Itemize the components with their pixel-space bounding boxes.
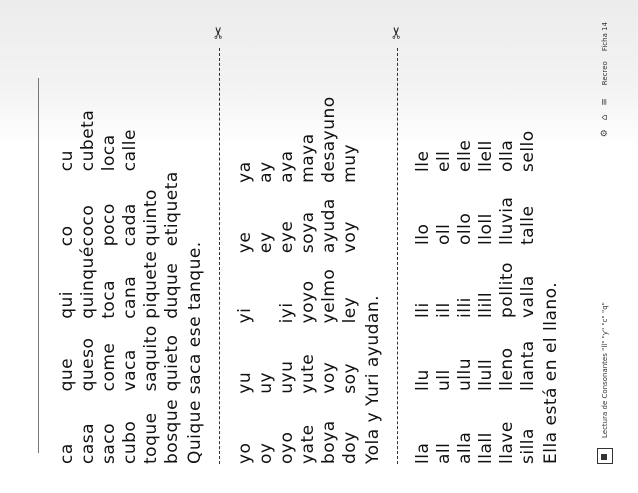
footer-icons: ⚙ ⌂ ≡ <box>600 94 610 137</box>
word: boya <box>319 419 339 464</box>
word: cana <box>120 275 140 319</box>
word: queso <box>78 337 98 391</box>
word: alla <box>455 431 475 464</box>
word <box>256 253 277 323</box>
section-y <box>235 12 407 482</box>
word: llall <box>476 431 496 464</box>
word: ullu <box>455 357 475 391</box>
word: sello <box>518 129 538 172</box>
word: llave <box>497 420 517 464</box>
word: ey <box>256 231 276 253</box>
word: piquete <box>141 250 161 319</box>
word: doy <box>340 430 360 464</box>
word: yoyo <box>298 279 318 323</box>
word: cubo <box>120 420 140 464</box>
word-grid <box>57 12 183 482</box>
word: uyu <box>277 360 297 394</box>
word-column <box>413 245 539 318</box>
word: yate <box>298 423 318 464</box>
word: quinqué <box>78 245 98 319</box>
word-column <box>235 253 361 323</box>
word: coco <box>78 204 98 246</box>
word: lleno <box>497 346 517 391</box>
word: loca <box>99 133 119 171</box>
word: uy <box>256 371 276 394</box>
word: ollo <box>455 212 475 245</box>
word: yute <box>298 353 318 394</box>
section-sentence: Quique saca ese tanque. <box>185 240 205 464</box>
word: llu <box>413 368 433 391</box>
word: illi <box>455 296 475 318</box>
word: ley <box>340 296 360 323</box>
word: yo <box>235 442 255 464</box>
page-footer <box>597 22 613 464</box>
dashed-line <box>219 48 220 464</box>
word-column <box>413 99 539 172</box>
word-column <box>57 98 183 171</box>
word: ell <box>434 150 454 172</box>
word: silla <box>518 427 538 464</box>
word-column <box>57 318 183 391</box>
footer-title: Lectura de Consonantes "ll" "y" "c" "q" <box>601 301 609 438</box>
word-column <box>413 391 539 464</box>
word: olla <box>497 139 517 172</box>
word-column <box>235 182 361 252</box>
word: pollito <box>497 261 517 318</box>
word: quieto <box>162 334 182 391</box>
cut-line <box>209 26 229 464</box>
word-column <box>235 96 361 183</box>
word: ya <box>235 160 255 183</box>
word: oyo <box>277 431 297 464</box>
word-column <box>235 393 361 463</box>
section-sentence: Yola y Yuri ayudan. <box>363 294 383 464</box>
word: que <box>57 357 77 391</box>
word: yi <box>235 307 255 323</box>
word: cu <box>57 149 77 171</box>
word: muy <box>340 143 360 183</box>
word-column <box>57 171 183 246</box>
word: lluvia <box>497 196 517 245</box>
word: etiqueta <box>162 170 182 246</box>
word: co <box>57 224 77 246</box>
word: talle <box>518 205 538 245</box>
word: lla <box>413 442 433 464</box>
word: poco <box>99 202 119 246</box>
word: calle <box>120 128 140 171</box>
word: ay <box>256 160 276 183</box>
word: ill <box>434 301 454 318</box>
word: llanta <box>518 339 538 391</box>
word: oll <box>434 223 454 245</box>
cut-line <box>387 26 407 464</box>
word: lloll <box>476 212 496 245</box>
word: come <box>99 342 119 391</box>
word: bosque <box>162 398 182 464</box>
word: llull <box>476 358 496 391</box>
word: voy <box>340 220 360 253</box>
word: cubeta <box>78 109 98 171</box>
word: ull <box>434 368 454 391</box>
word: yelmo <box>319 268 339 323</box>
word: ca <box>57 442 77 464</box>
word: lle <box>413 150 433 172</box>
footer-page: Ficha 14 <box>601 21 609 51</box>
word: duque <box>162 262 182 319</box>
word: llo <box>413 223 433 245</box>
word-column <box>57 391 183 464</box>
word: eye <box>277 220 297 253</box>
word: valla <box>518 274 538 318</box>
word: oy <box>256 442 276 464</box>
footer-publisher: Recreo <box>601 60 609 85</box>
word-column <box>413 172 539 245</box>
word-column <box>413 318 539 391</box>
word: ye <box>235 231 255 253</box>
word: quinto <box>141 188 161 246</box>
word: vaca <box>120 348 140 391</box>
word: ayuda <box>319 197 339 253</box>
word: cada <box>120 202 140 246</box>
word-grid <box>235 12 361 482</box>
word-grid <box>413 12 539 482</box>
section-c-q <box>57 12 229 482</box>
publisher-logo-icon <box>597 448 613 464</box>
word: desayuno <box>319 95 339 183</box>
word: maya <box>298 132 318 183</box>
word-column <box>57 246 183 319</box>
dashed-line <box>397 48 398 464</box>
word: llell <box>476 139 496 172</box>
scissors-icon: ✂ <box>209 25 228 39</box>
word: toca <box>99 279 119 319</box>
section-sentence: Ella está en el llano. <box>541 281 561 464</box>
word: elle <box>455 139 475 172</box>
word: toque <box>141 411 161 464</box>
word: soya <box>298 210 318 253</box>
scissors-icon: ✂ <box>387 25 406 39</box>
word: casa <box>78 422 98 464</box>
word-column <box>235 323 361 393</box>
word: soy <box>340 362 360 394</box>
word: iyi <box>277 301 297 323</box>
word: lli <box>413 301 433 318</box>
word: saco <box>99 422 119 464</box>
rotated-worksheet <box>19 12 619 482</box>
word: voy <box>319 361 339 394</box>
word: yu <box>235 371 255 394</box>
word: qui <box>57 290 77 319</box>
word: saquito <box>141 324 161 391</box>
word: llill <box>476 291 496 318</box>
word: aya <box>277 149 297 183</box>
word: all <box>434 442 454 464</box>
section-ll <box>413 12 563 482</box>
